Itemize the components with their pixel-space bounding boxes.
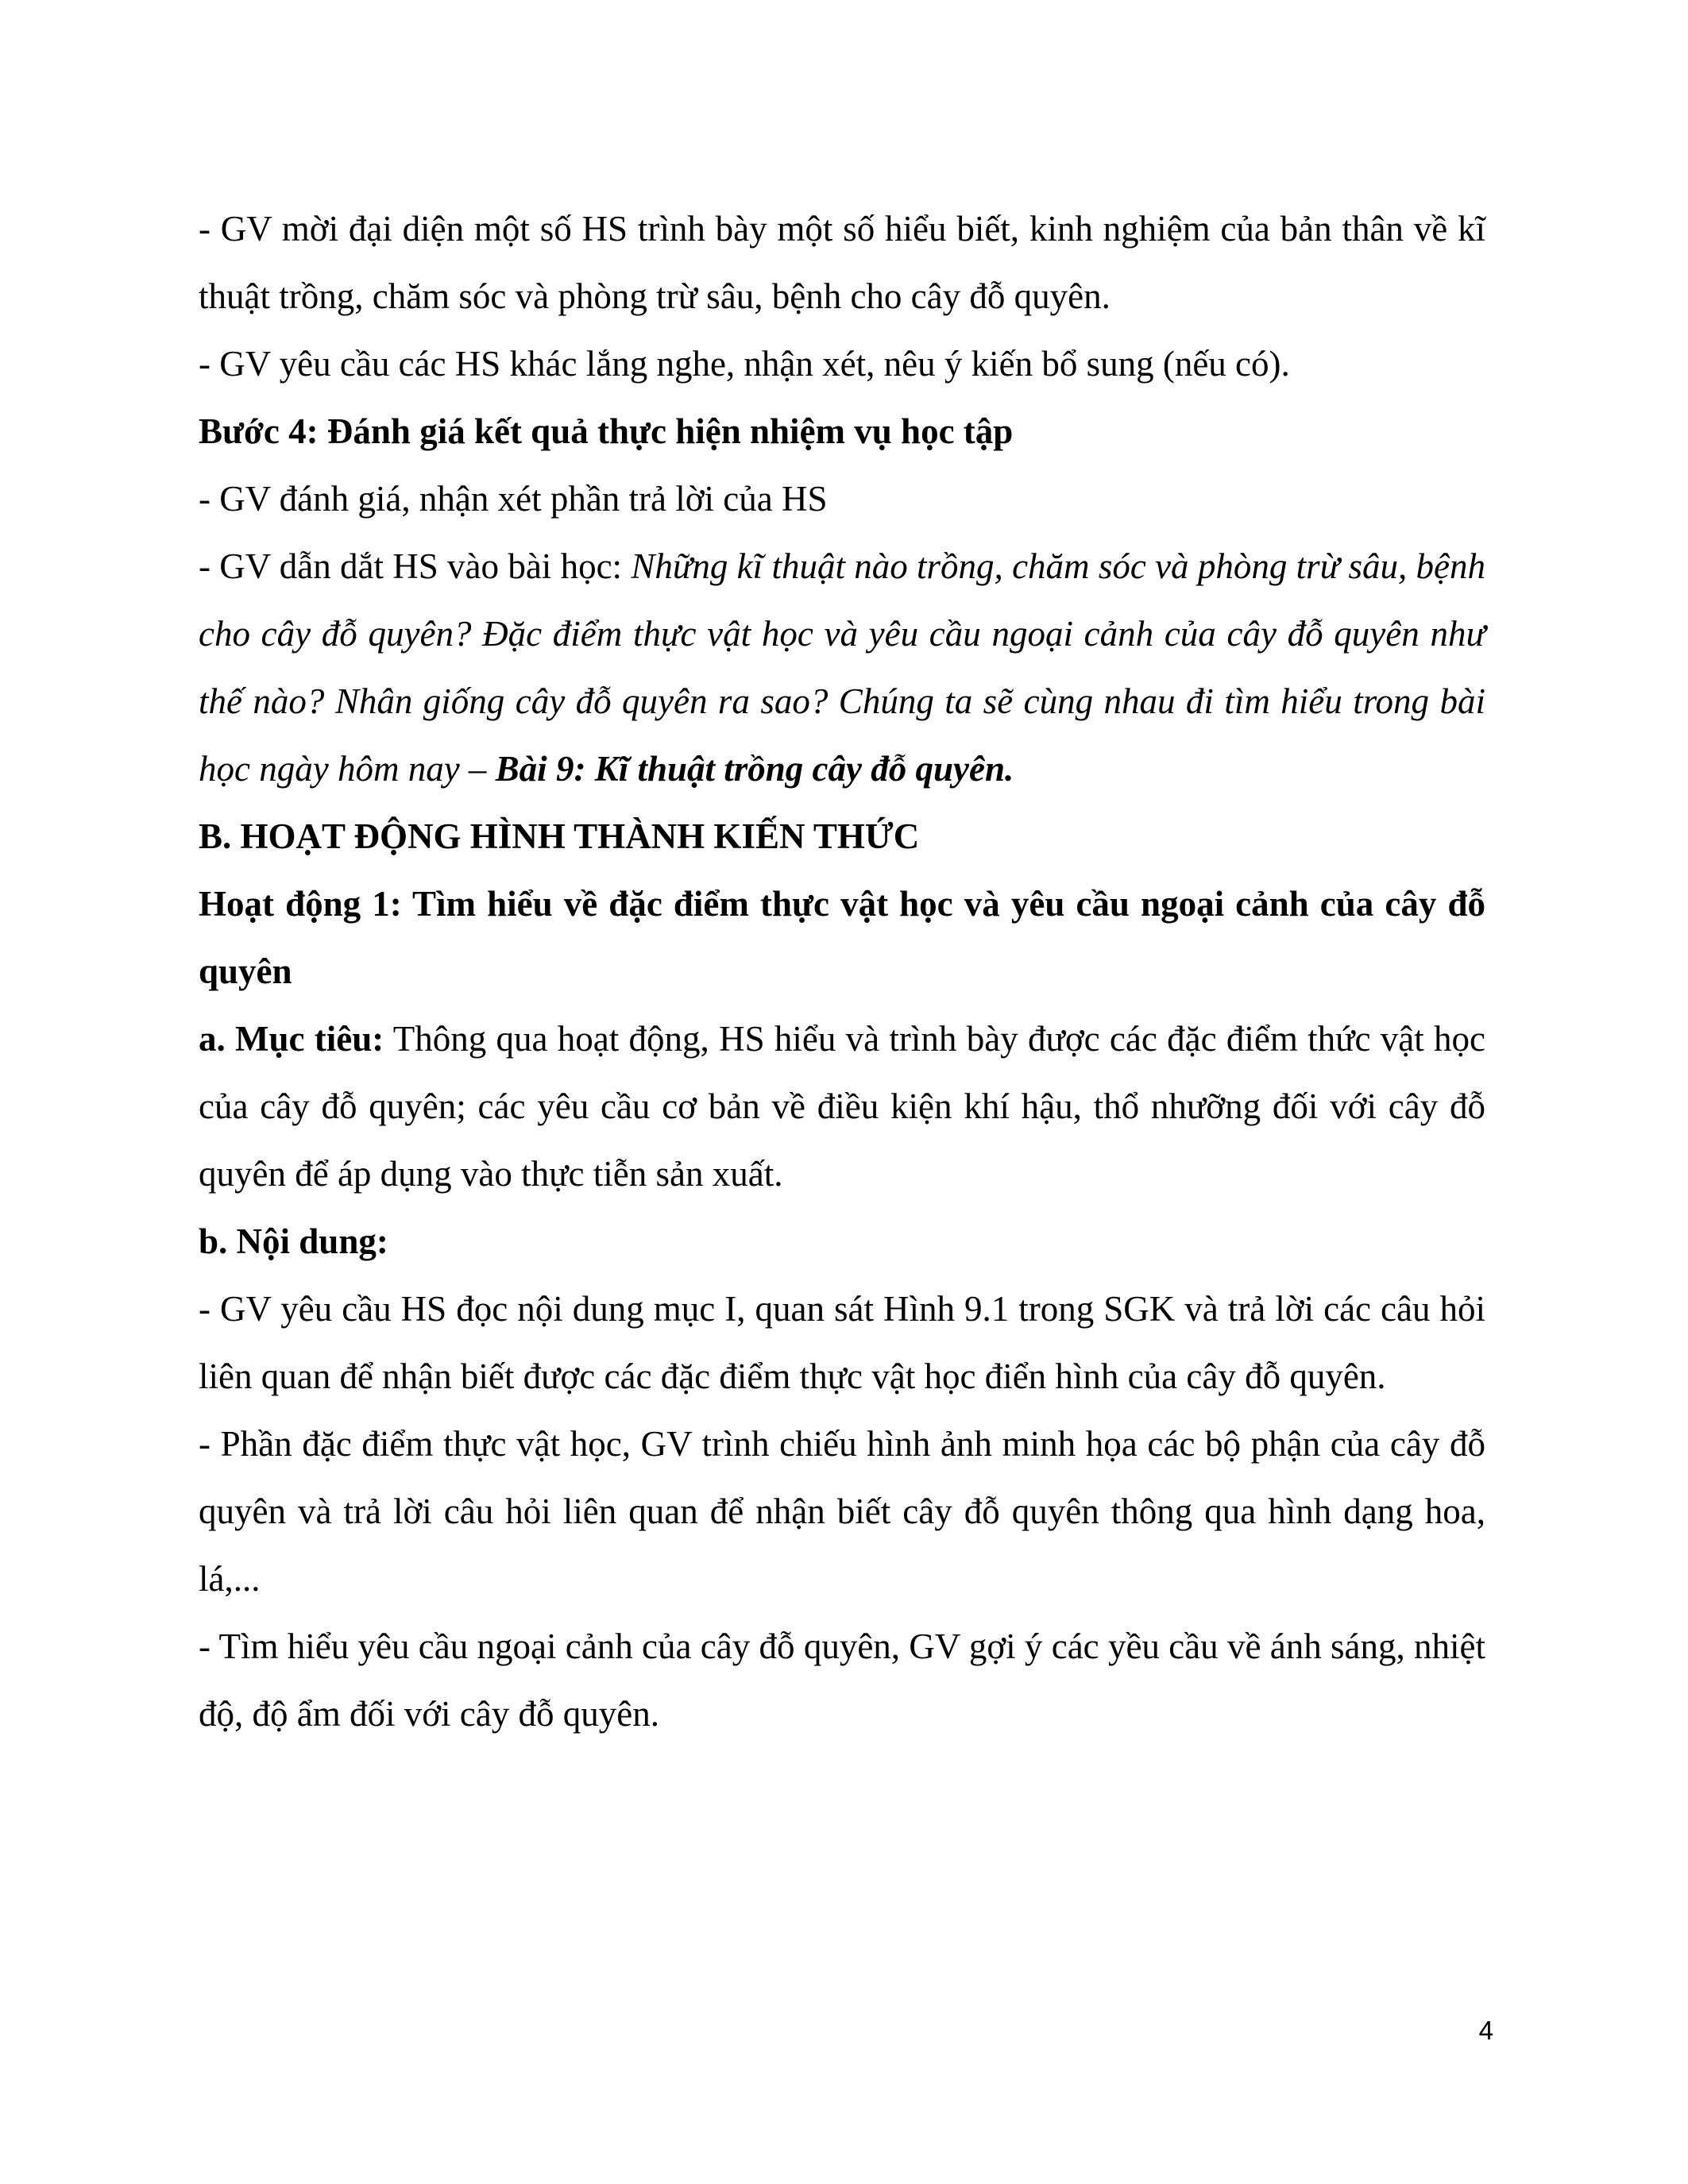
objective-text: Thông qua hoạt động, HS hiểu và trình bày được các đặc điểm thức vật học của cây đỗ quyên; các yêu cầu cơ bản về điều kiện khí hậu, thổ nhưỡng đối với cây đỗ quyên để áp dụng vào thực tiễn sản xuất. bbox=[199, 1019, 1485, 1194]
content-label bbox=[199, 1208, 1485, 1275]
page-body bbox=[199, 195, 1485, 1748]
heading-text: Hoạt động 1: Tìm hiểu về đặc điểm thực vật học và yêu cầu ngoại cảnh của cây đỗ quyên bbox=[199, 884, 1485, 991]
heading-text: b. Nội dung: bbox=[199, 1221, 388, 1261]
paragraph-content-2 bbox=[199, 1410, 1485, 1613]
activity1-heading bbox=[199, 870, 1485, 1005]
paragraph-text: - GV mời đại diện một số HS trình bày một số hiểu biết, kinh nghiệm của bản thân về kĩ thuật trồng, chăm sóc và phòng trừ sâu, bệnh cho cây đỗ quyên. bbox=[199, 209, 1485, 316]
paragraph-objective bbox=[199, 1005, 1485, 1208]
paragraph-teacher-requests bbox=[199, 330, 1485, 398]
lesson-title-text: Bài 9: Kĩ thuật trồng cây đỗ quyên. bbox=[495, 749, 1014, 789]
paragraph-content-1 bbox=[199, 1275, 1485, 1410]
paragraph-text: - Tìm hiểu yêu cầu ngoại cảnh của cây đỗ quyên, GV gợi ý các yều cầu về ánh sáng, nhiệt độ, độ ẩm đối với cây đỗ quyên. bbox=[199, 1626, 1485, 1734]
heading-text: Bước 4: Đánh giá kết quả thực hiện nhiệm vụ học tập bbox=[199, 411, 1014, 451]
intro-italic-text: Những kĩ thuật nào trồng, chăm sóc và phòng trừ sâu, bệnh cho cây đỗ quyên? Đặc điểm thực vật học và yêu cầu ngoại cảnh của cây đỗ quyên như thế nào? Nhân giống cây đỗ quyên ra sao? Chúng ta sẽ cùng nhau đi tìm hiểu trong bài học ngày hôm nay – bbox=[199, 546, 1485, 789]
paragraph-lesson-intro bbox=[199, 533, 1485, 803]
objective-label: a. Mục tiêu: bbox=[199, 1019, 384, 1059]
paragraph-text: - GV yêu cầu các HS khác lắng nghe, nhận xét, nêu ý kiến bổ sung (nếu có). bbox=[199, 344, 1290, 384]
paragraph-text: - Phần đặc điểm thực vật học, GV trình chiếu hình ảnh minh họa các bộ phận của cây đỗ quyên và trả lời câu hỏi liên quan để nhận biết cây đỗ quyên thông qua hình dạng hoa, lá,... bbox=[199, 1424, 1485, 1599]
paragraph-text: - GV yêu cầu HS đọc nội dung mục I, quan sát Hình 9.1 trong SGK và trả lời các câu hỏi liên quan để nhận biết được các đặc điểm thực vật học điển hình của cây đỗ quyên. bbox=[199, 1289, 1485, 1396]
step4-heading bbox=[199, 398, 1485, 465]
paragraph-teacher-evaluates bbox=[199, 465, 1485, 533]
heading-text: B. HOẠT ĐỘNG HÌNH THÀNH KIẾN THỨC bbox=[199, 816, 920, 856]
paragraph-content-3 bbox=[199, 1613, 1485, 1748]
intro-text: - GV dẫn dắt HS vào bài học: bbox=[199, 546, 632, 586]
page-number: 4 bbox=[1478, 2016, 1493, 2045]
paragraph-teacher-invites bbox=[199, 195, 1485, 330]
paragraph-text: - GV đánh giá, nhận xét phần trả lời của HS bbox=[199, 479, 828, 519]
section-b-heading bbox=[199, 803, 1485, 870]
